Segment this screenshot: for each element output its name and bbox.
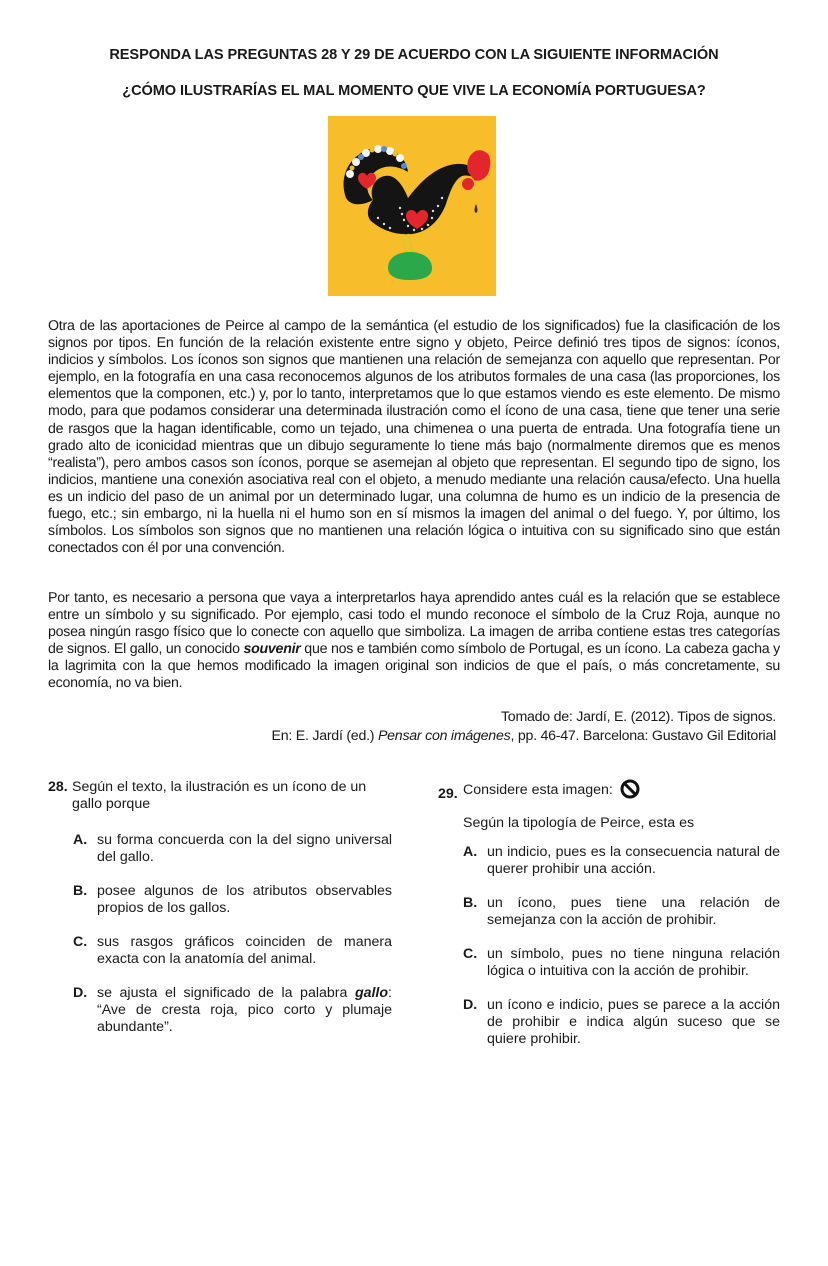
rooster-icon — [328, 116, 496, 296]
option-a[interactable] — [73, 832, 392, 866]
option-text: un ícono, pues tiene una relación de semejanza con la acción de prohibir. — [487, 895, 780, 928]
question-text: Según el texto, la ilustración es un ícono de un gallo porque — [72, 779, 367, 812]
option-text: un indicio, pues es la consecuencia natural de querer prohibir una acción. — [487, 844, 780, 877]
option-text-end: : “Ave de cresta roja, pico corto y plumaje abundante”. — [97, 985, 392, 1035]
answer-options — [438, 844, 780, 1048]
paragraph-2-text-start: Por tanto, es necesario a persona que vaya a interpretarlos haya aprendido antes cuál es la relación que se establece entre un símbolo y su significado. Por ejemplo, casi todo el mundo reconoce el símbolo de la Cruz Roja, aunque no posea ningún rasgo físico que lo conecte con aquello que simboliza. La imagen de arriba contiene estas tres categorías de signos. El gallo, un conocido — [48, 590, 780, 658]
question-29 — [438, 779, 780, 1065]
citation-line-1: Tomado de: Jardí, E. (2012). Tipos de signos. — [500, 709, 776, 725]
option-b[interactable] — [73, 883, 392, 917]
option-b[interactable] — [463, 895, 780, 929]
answer-options — [48, 832, 392, 1036]
prohibition-sign-icon — [620, 779, 640, 799]
question-28-stem — [48, 779, 392, 813]
option-text: un ícono e indicio, pues se parece a la acción de prohibir e indica algún suceso que se quiere prohibir. — [487, 997, 780, 1047]
citation-line-2 — [272, 727, 776, 746]
option-letter: A. — [463, 844, 478, 860]
option-d[interactable] — [73, 985, 392, 1036]
option-letter: B. — [463, 895, 478, 911]
question-number: 29. — [438, 786, 458, 802]
paragraph-2-text-end: que nos e también como símbolo de Portugal, es un ícono. La cabeza gacha y la lagrimita con la que hemos modificado la imagen original son indicios de que el país, o más concretamente, su economía, no va bien. — [48, 641, 780, 692]
option-letter: B. — [73, 883, 88, 899]
passage-paragraph-1: Otra de las aportaciones de Peirce al campo de la semántica (el estudio de los significados) fue la clasificación de los signos por tipos. En función de la relación existente entre signo y objeto, Peirce definió tres tipos de signos: íconos, indicios y símbolos. Los íconos son signos que mantienen una relación de semejanza con aquello que representan. Por ejemplo, en la fotografía en una casa reconocemos algunos de los atributos formales de una casa (las proporciones, los elementos que la componen, etc.) y, por lo tanto, interpretamos que lo que estamos viendo es este elemento. De mismo modo, para que podamos considerar una determinada ilustración como el ícono de una casa, tiene que tener una serie de rasgos que la hagan identificable, como un tejado, una chimenea o una puerta de entrada. Una fotografía tiene un grado alto de iconicidad mientras que un dibujo seguramente lo tiene más bajo (normalmente diremos que es menos “realista”), pero ambos casos son íconos, porque se asemejan al objeto que representan. El segundo tipo de signo, los indicios, mantiene una conexión asociativa real con el objeto, a menudo mediante una relación causa/efecto. Una huella es un indicio del paso de un animal por un determinado lugar, una columna de humo es un indicio de la presencia de fuego, etc.; sin embargo, ni la huella ni el humo son en sí mismos la imagen del animal o del fuego. Y, por último, los símbolos. Los símbolos son signos que no mantienen una relación lógica o intuitiva con su significado sino que están conectados con él por una convención. — [48, 318, 780, 557]
question-28 — [48, 779, 392, 1053]
citation-book-title: Pensar con imágenes — [377, 727, 511, 744]
passage-paragraph-2 — [48, 590, 780, 693]
rooster-illustration — [328, 116, 496, 296]
question-text: Considere esta imagen: — [463, 782, 613, 798]
option-text: un símbolo, pues no tiene ninguna relación lógica o intuitiva con la acción de prohibir. — [487, 946, 780, 979]
option-letter: C. — [73, 934, 88, 950]
option-text-start: se ajusta el significado de la palabra — [97, 985, 355, 1001]
option-a[interactable] — [463, 844, 780, 878]
gallo-emphasis: gallo — [354, 985, 389, 1001]
citation-editor: En: E. Jardí (ed.) — [271, 727, 378, 744]
option-text — [97, 985, 392, 1036]
question-29-substem: Según la tipología de Peirce, esta es — [463, 815, 695, 831]
option-text: posee algunos de los atributos observables propios de los gallos. — [97, 883, 392, 916]
option-c[interactable] — [463, 946, 780, 980]
option-d[interactable] — [463, 997, 780, 1048]
option-letter: D. — [73, 985, 88, 1001]
option-letter: D. — [463, 997, 478, 1013]
source-citation — [272, 708, 776, 745]
option-letter: A. — [73, 832, 88, 848]
question-29-stem — [438, 779, 780, 802]
citation-publisher: , pp. 46-47. Barcelona: Gustavo Gil Editorial — [510, 727, 776, 744]
option-c[interactable] — [73, 934, 392, 968]
question-number: 28. — [48, 779, 68, 795]
option-text: su forma concuerda con la del signo universal del gallo. — [97, 832, 392, 865]
section-instruction: RESPONDA LAS PREGUNTAS 28 Y 29 DE ACUERDO CON LA SIGUIENTE INFORMACIÓN — [109, 47, 719, 63]
reading-title: ¿CÓMO ILUSTRARÍAS EL MAL MOMENTO QUE VIVE LA ECONOMÍA PORTUGUESA? — [122, 83, 706, 99]
option-text: sus rasgos gráficos coinciden de manera exacta con la anatomía del animal. — [97, 934, 392, 967]
option-letter: C. — [463, 946, 478, 962]
souvenir-emphasis: souvenir — [243, 641, 301, 658]
